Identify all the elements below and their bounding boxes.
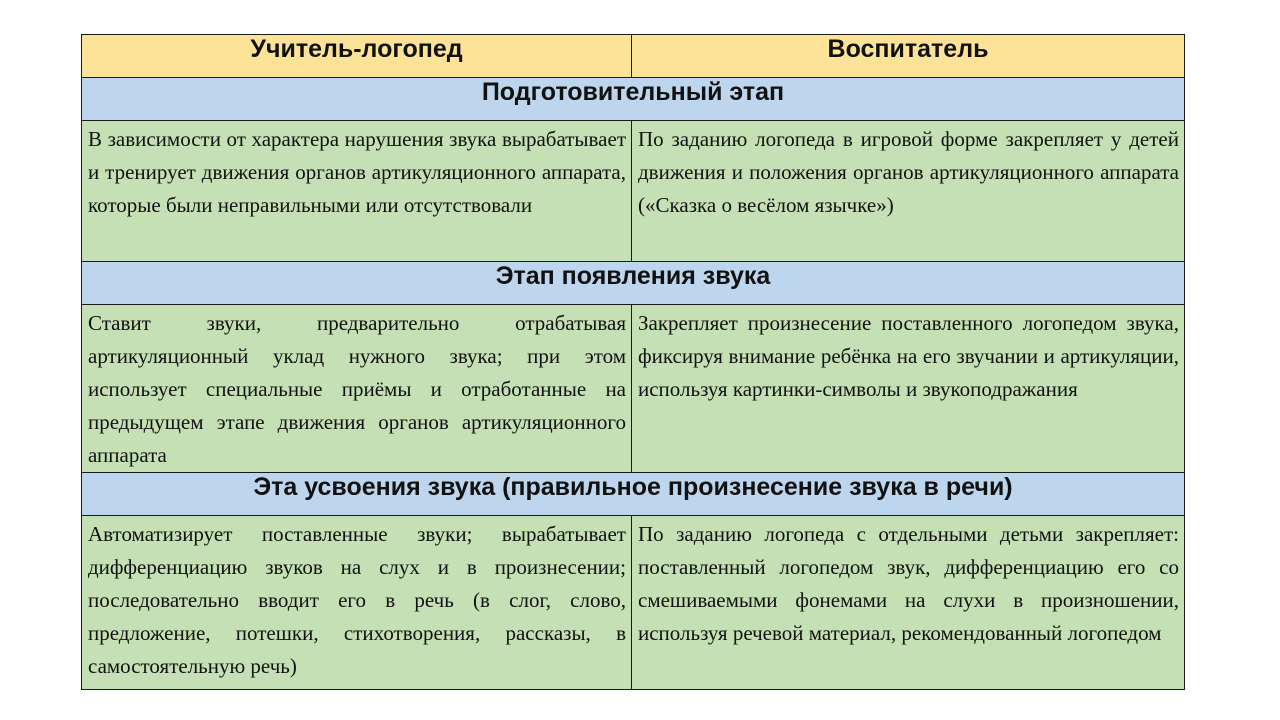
stage-content-row [82, 305, 1185, 473]
comparison-table [81, 34, 1185, 690]
cell-text: В зависимости от характера нарушения звука вырабатывает и тренирует движения органов артикуляционного аппарата, которые были неправильными или отсутствовали [88, 127, 626, 217]
header-row [82, 35, 1185, 78]
cell-text: Ставит звуки, предварительно отрабатывая артикуляционный уклад нужного звука; при этом использует специальные приёмы и отработанные на предыдущем этапе движения органов артикуляционного аппарата [88, 311, 626, 467]
stage-title-row [82, 78, 1185, 121]
stage-title-row [82, 262, 1185, 305]
stage-title-row [82, 473, 1185, 516]
cell-text: По заданию логопеда с отдельными детьми закрепляет: поставленный логопедом звук, дифференциацию его со смешиваемыми фонемами на слухи в произношении, используя речевой материал, рекомендованный логопедом [638, 522, 1179, 645]
stage-title-preparatory: Подготовительный этап [82, 78, 1185, 121]
cell-text: Автоматизирует поставленные звуки; вырабатывает дифференциацию звуков на слух и в произнесении; последовательно вводит его в речь (в слог, слово, предложение, потешки, стихотворения, рассказы, в самостоятельную речь) [88, 522, 626, 678]
educator-cell [632, 305, 1185, 473]
cell-text: По заданию логопеда в игровой форме закрепляет у детей движения и положения органов артикуляционного аппарата («Сказка о весёлом язычке») [638, 127, 1179, 217]
stage-content-row [82, 516, 1185, 690]
speech-therapist-cell [82, 305, 632, 473]
stage-title-sound-appearance: Этап появления звука [82, 262, 1185, 305]
speech-therapist-cell [82, 516, 632, 690]
stage-content-row [82, 121, 1185, 262]
cell-text: Закрепляет произнесение поставленного логопедом звука, фиксируя внимание ребёнка на его звучании и артикуляции, используя картинки-символы и звукоподражания [638, 311, 1179, 401]
header-speech-therapist: Учитель-логопед [82, 35, 632, 78]
speech-therapist-cell [82, 121, 632, 262]
educator-cell [632, 121, 1185, 262]
header-educator: Воспитатель [632, 35, 1185, 78]
educator-cell [632, 516, 1185, 690]
stage-title-sound-assimilation: Эта усвоения звука (правильное произнесение звука в речи) [82, 473, 1185, 516]
